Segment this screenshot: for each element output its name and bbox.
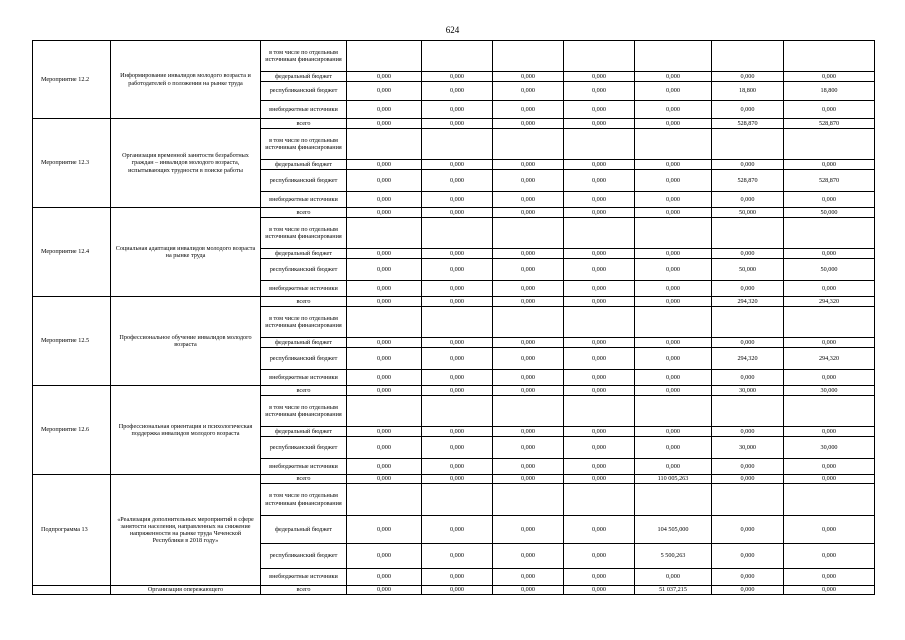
value-cell: 0,000: [635, 370, 712, 386]
value-cell: 0,000: [422, 160, 493, 170]
value-cell: 0,000: [493, 208, 564, 218]
value-cell: 0,000: [784, 370, 875, 386]
value-cell: 0,000: [564, 208, 635, 218]
value-cell: [635, 218, 712, 249]
funding-source: всего: [261, 297, 347, 307]
value-cell: 0,000: [493, 475, 564, 484]
value-cell: 50,000: [712, 208, 784, 218]
funding-source: всего: [261, 208, 347, 218]
table-row: [33, 208, 875, 218]
item-name: Социальная адаптация инвалидов молодого возраста на рынке труда: [111, 208, 261, 297]
funding-source: всего: [261, 386, 347, 396]
value-cell: 0,000: [493, 82, 564, 101]
value-cell: 0,000: [712, 160, 784, 170]
value-cell: 0,000: [493, 544, 564, 569]
value-cell: 0,000: [784, 281, 875, 297]
table-row: [33, 119, 875, 129]
value-cell: [712, 129, 784, 160]
value-cell: 0,000: [564, 386, 635, 396]
value-cell: 0,000: [347, 82, 422, 101]
value-cell: 0,000: [422, 259, 493, 281]
value-cell: 0,000: [493, 516, 564, 544]
value-cell: 0,000: [564, 82, 635, 101]
value-cell: 0,000: [712, 338, 784, 348]
value-cell: 0,000: [347, 516, 422, 544]
value-cell: [784, 41, 875, 72]
value-cell: 0,000: [784, 249, 875, 259]
value-cell: 0,000: [635, 192, 712, 208]
value-cell: 0,000: [564, 297, 635, 307]
item-code: [33, 586, 111, 595]
value-cell: 0,000: [347, 475, 422, 484]
value-cell: 0,000: [493, 281, 564, 297]
funding-source: федеральный бюджет: [261, 427, 347, 437]
funding-source: внебюджетные источники: [261, 569, 347, 586]
value-cell: [422, 41, 493, 72]
value-cell: 0,000: [784, 427, 875, 437]
value-cell: [493, 41, 564, 72]
value-cell: 0,000: [422, 281, 493, 297]
value-cell: 294,320: [784, 297, 875, 307]
value-cell: 0,000: [784, 475, 875, 484]
funding-source: в том числе по отдельным источникам финансирования: [261, 484, 347, 516]
value-cell: 30,000: [712, 437, 784, 459]
page-number: 624: [445, 25, 460, 35]
item-code: Мероприятие 12.6: [33, 386, 111, 475]
value-cell: 0,000: [422, 437, 493, 459]
value-cell: 0,000: [784, 338, 875, 348]
value-cell: 50,000: [784, 259, 875, 281]
value-cell: 0,000: [712, 370, 784, 386]
value-cell: 0,000: [635, 437, 712, 459]
value-cell: 0,000: [347, 386, 422, 396]
value-cell: 0,000: [493, 72, 564, 82]
value-cell: 0,000: [784, 569, 875, 586]
value-cell: 0,000: [712, 544, 784, 569]
value-cell: [635, 484, 712, 516]
value-cell: [784, 129, 875, 160]
value-cell: 0,000: [712, 427, 784, 437]
value-cell: 0,000: [347, 192, 422, 208]
value-cell: [784, 307, 875, 338]
funding-source: республиканский бюджет: [261, 170, 347, 192]
value-cell: [422, 129, 493, 160]
value-cell: 0,000: [712, 475, 784, 484]
value-cell: 0,000: [635, 259, 712, 281]
value-cell: 0,000: [422, 208, 493, 218]
value-cell: 51 037,215: [635, 586, 712, 595]
value-cell: 0,000: [635, 160, 712, 170]
value-cell: 0,000: [564, 101, 635, 119]
value-cell: [712, 41, 784, 72]
value-cell: 0,000: [347, 119, 422, 129]
item-code: Мероприятие 12.2: [33, 41, 111, 119]
value-cell: 0,000: [347, 427, 422, 437]
value-cell: 0,000: [347, 259, 422, 281]
value-cell: [784, 218, 875, 249]
funding-source: республиканский бюджет: [261, 437, 347, 459]
value-cell: [422, 218, 493, 249]
item-name: Организация временной занятости безработных граждан – инвалидов молодого возраста, испытывающих трудности в поиске работы: [111, 119, 261, 208]
value-cell: 294,320: [712, 297, 784, 307]
funding-source: внебюджетные источники: [261, 192, 347, 208]
value-cell: [422, 307, 493, 338]
value-cell: 0,000: [712, 249, 784, 259]
value-cell: 0,000: [347, 72, 422, 82]
value-cell: 50,000: [784, 208, 875, 218]
item-code: Мероприятие 12.3: [33, 119, 111, 208]
value-cell: [347, 307, 422, 338]
value-cell: 30,000: [784, 437, 875, 459]
value-cell: 0,000: [493, 437, 564, 459]
value-cell: 0,000: [493, 370, 564, 386]
value-cell: 0,000: [784, 160, 875, 170]
value-cell: 0,000: [347, 208, 422, 218]
value-cell: [784, 484, 875, 516]
value-cell: 0,000: [712, 516, 784, 544]
funding-source: федеральный бюджет: [261, 338, 347, 348]
value-cell: 0,000: [564, 72, 635, 82]
value-cell: [493, 396, 564, 427]
value-cell: 0,000: [493, 427, 564, 437]
value-cell: 0,000: [493, 569, 564, 586]
value-cell: [493, 129, 564, 160]
value-cell: [347, 396, 422, 427]
value-cell: [564, 129, 635, 160]
value-cell: 0,000: [347, 569, 422, 586]
value-cell: 0,000: [422, 297, 493, 307]
item-code: Подпрограмма 13: [33, 475, 111, 586]
value-cell: [635, 41, 712, 72]
value-cell: [564, 41, 635, 72]
value-cell: 0,000: [712, 586, 784, 595]
value-cell: 0,000: [422, 586, 493, 595]
value-cell: 0,000: [635, 338, 712, 348]
value-cell: 0,000: [347, 297, 422, 307]
item-code: Мероприятие 12.5: [33, 297, 111, 386]
value-cell: 0,000: [422, 192, 493, 208]
value-cell: 0,000: [347, 348, 422, 370]
funding-source: в том числе по отдельным источникам финансирования: [261, 41, 347, 72]
value-cell: 0,000: [564, 348, 635, 370]
value-cell: 0,000: [564, 459, 635, 475]
value-cell: 0,000: [564, 249, 635, 259]
value-cell: 0,000: [493, 170, 564, 192]
value-cell: 0,000: [564, 437, 635, 459]
funding-source: всего: [261, 586, 347, 595]
value-cell: 294,320: [712, 348, 784, 370]
value-cell: 0,000: [635, 569, 712, 586]
value-cell: 0,000: [493, 101, 564, 119]
value-cell: 0,000: [564, 338, 635, 348]
value-cell: 0,000: [712, 101, 784, 119]
value-cell: 0,000: [347, 160, 422, 170]
value-cell: [493, 218, 564, 249]
funding-source: всего: [261, 119, 347, 129]
funding-source: внебюджетные источники: [261, 101, 347, 119]
value-cell: 0,000: [564, 160, 635, 170]
funding-source: в том числе по отдельным источникам финансирования: [261, 396, 347, 427]
value-cell: [635, 129, 712, 160]
value-cell: 0,000: [347, 281, 422, 297]
value-cell: 0,000: [347, 544, 422, 569]
table-row: [33, 386, 875, 396]
value-cell: [564, 484, 635, 516]
item-name: Профессиональное обучение инвалидов молодого возраста: [111, 297, 261, 386]
value-cell: [347, 129, 422, 160]
value-cell: 0,000: [347, 459, 422, 475]
funding-source: федеральный бюджет: [261, 160, 347, 170]
value-cell: 5 500,263: [635, 544, 712, 569]
funding-source: всего: [261, 475, 347, 484]
value-cell: 0,000: [784, 459, 875, 475]
value-cell: 0,000: [564, 544, 635, 569]
value-cell: 0,000: [635, 386, 712, 396]
value-cell: 30,000: [712, 386, 784, 396]
value-cell: 0,000: [564, 516, 635, 544]
value-cell: 0,000: [422, 249, 493, 259]
value-cell: 0,000: [712, 192, 784, 208]
value-cell: 0,000: [784, 101, 875, 119]
value-cell: 0,000: [493, 297, 564, 307]
table-row: [33, 475, 875, 484]
item-name: Профессиональная ориентация и психологическая поддержка инвалидов молодого возраста: [111, 386, 261, 475]
value-cell: 30,000: [784, 386, 875, 396]
value-cell: 0,000: [635, 348, 712, 370]
table-row: [33, 586, 875, 595]
funding-source: в том числе по отдельным источникам финансирования: [261, 218, 347, 249]
value-cell: 0,000: [493, 119, 564, 129]
value-cell: [564, 396, 635, 427]
value-cell: 0,000: [635, 119, 712, 129]
value-cell: 528,870: [784, 119, 875, 129]
value-cell: 0,000: [635, 170, 712, 192]
value-cell: 0,000: [422, 544, 493, 569]
funding-source: внебюджетные источники: [261, 370, 347, 386]
value-cell: 0,000: [635, 249, 712, 259]
value-cell: 0,000: [564, 569, 635, 586]
value-cell: 0,000: [422, 338, 493, 348]
item-name: «Реализация дополнительных мероприятий в сфере занятости населения, направленных на снижение напряженности на рынке труда Чеченской Республики в 2018 году»: [111, 475, 261, 586]
value-cell: 0,000: [493, 259, 564, 281]
value-cell: 0,000: [784, 192, 875, 208]
funding-source: республиканский бюджет: [261, 82, 347, 101]
value-cell: 0,000: [784, 516, 875, 544]
value-cell: 294,320: [784, 348, 875, 370]
value-cell: 0,000: [635, 101, 712, 119]
value-cell: [712, 218, 784, 249]
value-cell: [347, 41, 422, 72]
funding-source: федеральный бюджет: [261, 72, 347, 82]
value-cell: 0,000: [564, 427, 635, 437]
funding-source: в том числе по отдельным источникам финансирования: [261, 307, 347, 338]
value-cell: 0,000: [422, 569, 493, 586]
value-cell: 0,000: [493, 338, 564, 348]
value-cell: 0,000: [635, 459, 712, 475]
item-name: Информирование инвалидов молодого возраста и работодателей о положении на рынке труда: [111, 41, 261, 119]
value-cell: 0,000: [347, 101, 422, 119]
value-cell: 0,000: [347, 338, 422, 348]
value-cell: 0,000: [564, 586, 635, 595]
table-row: [33, 41, 875, 72]
value-cell: 0,000: [347, 586, 422, 595]
value-cell: 18,800: [784, 82, 875, 101]
value-cell: [347, 218, 422, 249]
value-cell: [635, 396, 712, 427]
value-cell: 0,000: [564, 370, 635, 386]
value-cell: 0,000: [493, 386, 564, 396]
value-cell: 0,000: [784, 586, 875, 595]
value-cell: 0,000: [422, 348, 493, 370]
value-cell: 0,000: [422, 119, 493, 129]
value-cell: [712, 484, 784, 516]
value-cell: 0,000: [712, 459, 784, 475]
value-cell: 110 005,263: [635, 475, 712, 484]
value-cell: 0,000: [635, 208, 712, 218]
value-cell: 528,870: [712, 170, 784, 192]
value-cell: [635, 307, 712, 338]
value-cell: [712, 396, 784, 427]
value-cell: [422, 484, 493, 516]
value-cell: 0,000: [422, 459, 493, 475]
value-cell: 0,000: [712, 569, 784, 586]
value-cell: 0,000: [347, 437, 422, 459]
value-cell: 0,000: [784, 72, 875, 82]
value-cell: 0,000: [422, 370, 493, 386]
value-cell: 0,000: [422, 82, 493, 101]
funding-source: федеральный бюджет: [261, 249, 347, 259]
table-row: [33, 297, 875, 307]
value-cell: 0,000: [564, 192, 635, 208]
value-cell: 0,000: [784, 544, 875, 569]
value-cell: 0,000: [347, 170, 422, 192]
value-cell: 0,000: [564, 281, 635, 297]
value-cell: 0,000: [712, 281, 784, 297]
funding-source: внебюджетные источники: [261, 459, 347, 475]
value-cell: 0,000: [635, 297, 712, 307]
value-cell: 0,000: [712, 72, 784, 82]
budget-table: [32, 40, 875, 595]
value-cell: 18,800: [712, 82, 784, 101]
funding-source: республиканский бюджет: [261, 259, 347, 281]
value-cell: 0,000: [564, 170, 635, 192]
funding-source: федеральный бюджет: [261, 516, 347, 544]
value-cell: [564, 218, 635, 249]
value-cell: 0,000: [422, 427, 493, 437]
value-cell: 0,000: [493, 249, 564, 259]
value-cell: 0,000: [493, 192, 564, 208]
value-cell: 0,000: [493, 459, 564, 475]
value-cell: 0,000: [422, 101, 493, 119]
value-cell: [784, 396, 875, 427]
value-cell: [712, 307, 784, 338]
value-cell: 50,000: [712, 259, 784, 281]
funding-source: республиканский бюджет: [261, 544, 347, 569]
funding-source: в том числе по отдельным источникам финансирования: [261, 129, 347, 160]
item-name: Организация опережающего: [111, 586, 261, 595]
value-cell: 0,000: [422, 516, 493, 544]
value-cell: [347, 484, 422, 516]
value-cell: [493, 484, 564, 516]
value-cell: 0,000: [493, 586, 564, 595]
value-cell: 0,000: [635, 281, 712, 297]
value-cell: 528,870: [712, 119, 784, 129]
value-cell: 0,000: [493, 348, 564, 370]
value-cell: 0,000: [564, 259, 635, 281]
value-cell: [422, 396, 493, 427]
value-cell: 0,000: [422, 72, 493, 82]
value-cell: 0,000: [422, 386, 493, 396]
value-cell: 0,000: [347, 370, 422, 386]
value-cell: 0,000: [635, 72, 712, 82]
value-cell: 0,000: [422, 170, 493, 192]
value-cell: [493, 307, 564, 338]
value-cell: 0,000: [422, 475, 493, 484]
funding-source: внебюджетные источники: [261, 281, 347, 297]
value-cell: 0,000: [564, 119, 635, 129]
item-code: Мероприятие 12.4: [33, 208, 111, 297]
funding-source: республиканский бюджет: [261, 348, 347, 370]
value-cell: 0,000: [635, 427, 712, 437]
value-cell: 0,000: [635, 82, 712, 101]
value-cell: 0,000: [347, 249, 422, 259]
value-cell: 104 505,000: [635, 516, 712, 544]
value-cell: 0,000: [493, 160, 564, 170]
value-cell: 528,870: [784, 170, 875, 192]
value-cell: [564, 307, 635, 338]
value-cell: 0,000: [564, 475, 635, 484]
